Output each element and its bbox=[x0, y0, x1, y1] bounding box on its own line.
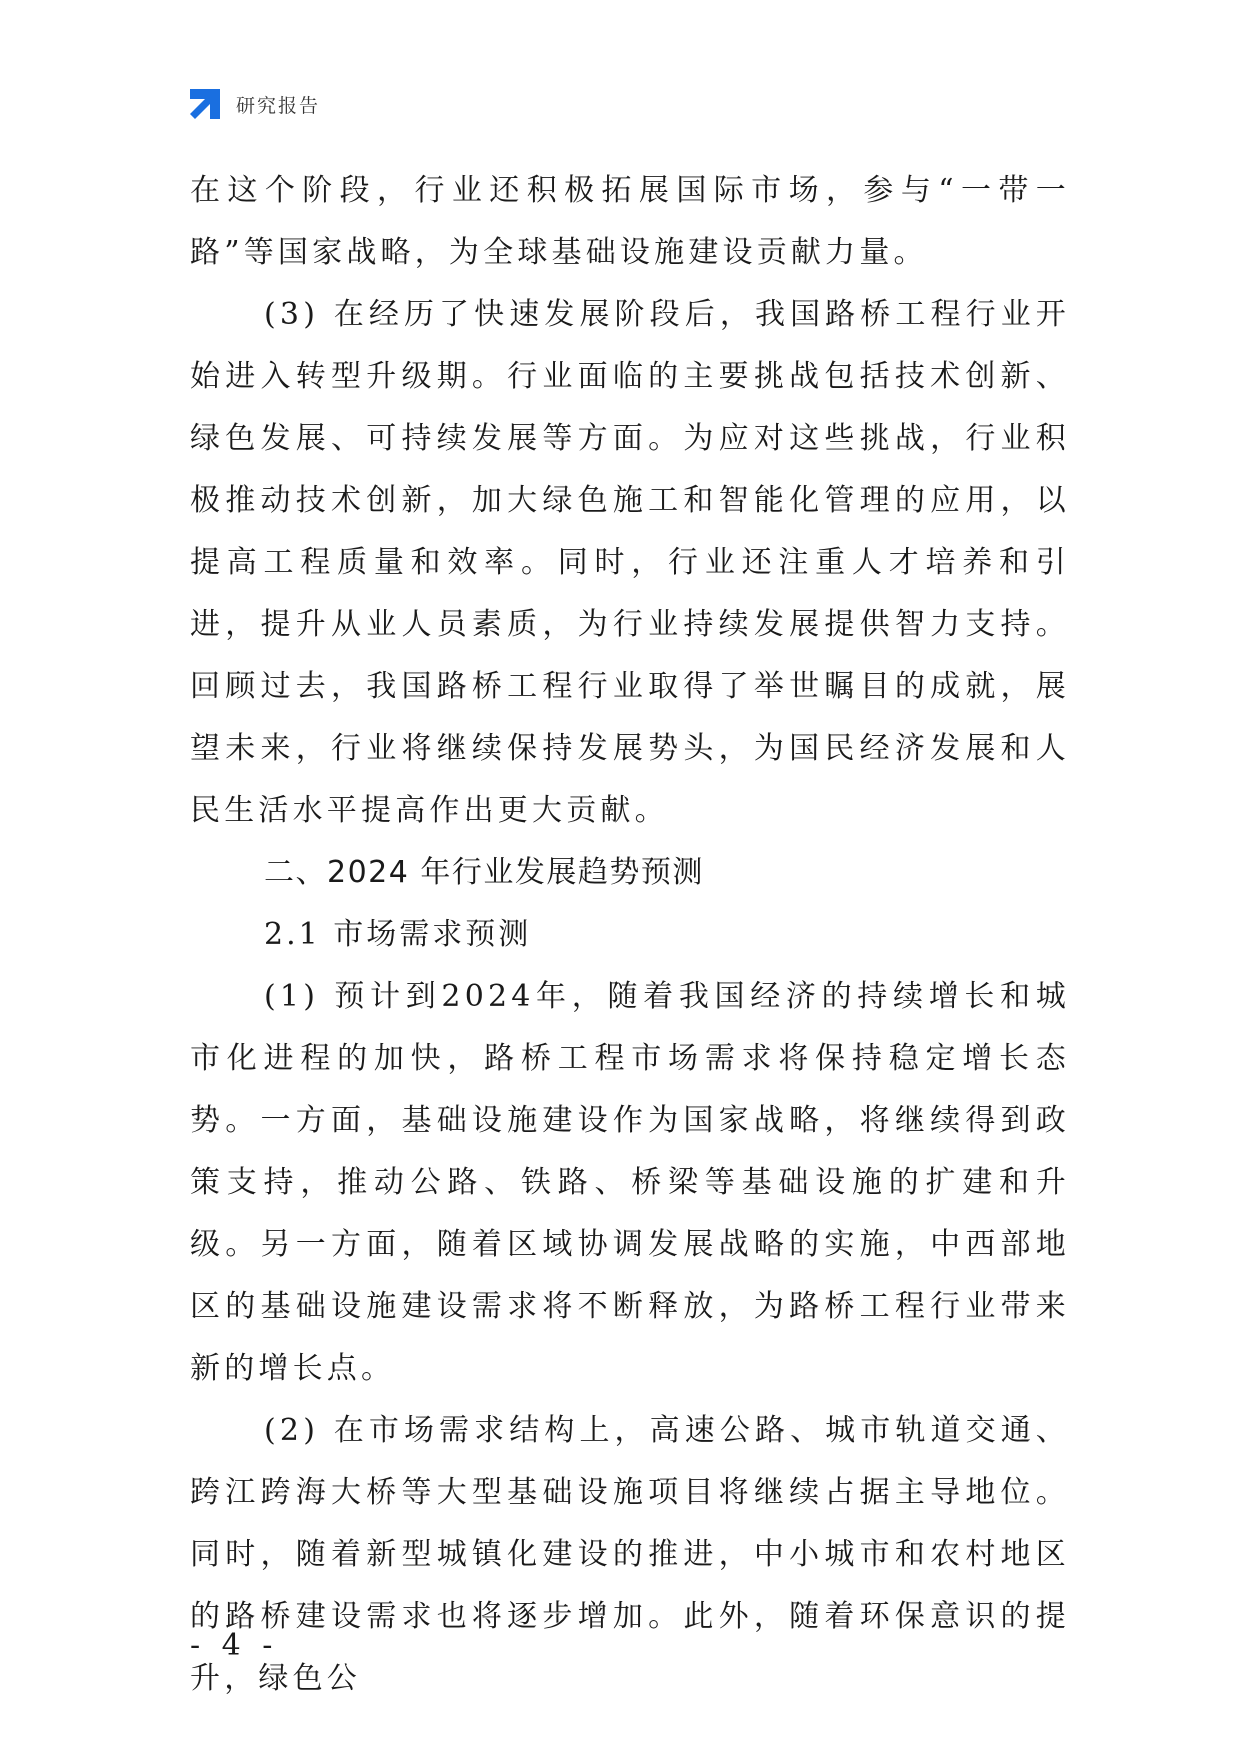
page-header bbox=[188, 86, 320, 122]
document-body bbox=[190, 160, 1070, 1710]
paragraph-intro: 在这个阶段，行业还积极拓展国际市场，参与“一带一路”等国家战略，为全球基础设施建设贡献力量。 bbox=[190, 173, 1070, 270]
paragraph-1: (1) 预计到2024年，随着我国经济的持续增长和城市化进程的加快，路桥工程市场需求将保持稳定增长态势。一方面，基础设施建设作为国家战略，将继续得到政策支持，推动公路、铁路、桥梁等基础设施的扩建和升级。另一方面，随着区域协调发展战略的实施，中西部地区的基础设施建设需求将不断释放，为路桥工程行业带来新的增长点。 bbox=[190, 979, 1070, 1386]
arrow-up-right-icon bbox=[188, 87, 222, 121]
subsection-heading: 2.1 市场需求预测 bbox=[264, 917, 532, 952]
paragraph-3: (3) 在经历了快速发展阶段后，我国路桥工程行业开始进入转型升级期。行业面临的主要挑战包括技术创新、绿色发展、可持续发展等方面。为应对这些挑战，行业积极推动技术创新，加大绿色施工和智能化管理的应用，以提高工程质量和效率。同时，行业还注重人才培养和引进，提升从业人员素质，为行业持续发展提供智力支持。回顾过去，我国路桥工程行业取得了举世瞩目的成就，展望未来，行业将继续保持发展势头，为国民经济发展和人民生活水平提高作出更大贡献。 bbox=[190, 297, 1070, 828]
paragraph-2: (2) 在市场需求结构上，高速公路、城市轨道交通、跨江跨海大桥等大型基础设施项目将继续占据主导地位。同时，随着新型城镇化建设的推进，中小城市和农村地区的路桥建设需求也将逐步增加。此外，随着环保意识的提升，绿色公 bbox=[190, 1413, 1070, 1696]
section-heading: 二、2024 年行业发展趋势预测 bbox=[264, 855, 704, 890]
header-title: 研究报告 bbox=[236, 94, 321, 117]
page-number: - 4 - bbox=[190, 1628, 279, 1663]
